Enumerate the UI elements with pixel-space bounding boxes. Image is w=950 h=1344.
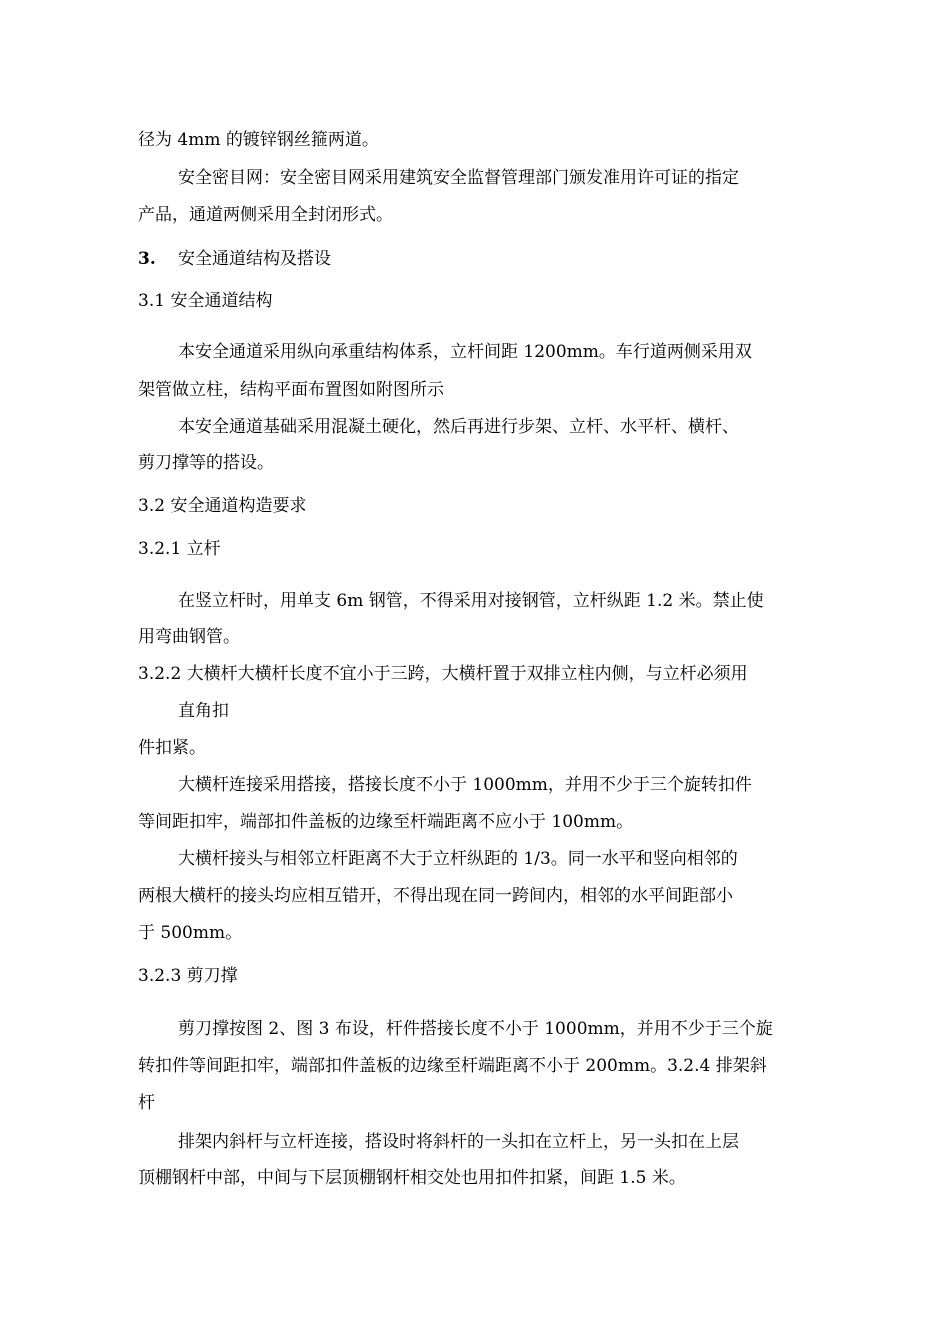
text-line: 大横杆连接采用搭接，搭接长度不小于 1000mm，并用不少于三个旋转扣件 (178, 775, 752, 795)
text-line: 排架内斜杆与立杆连接，搭设时将斜杆的一头扣在立杆上，另一头扣在上层 (178, 1132, 739, 1152)
text-line: 架管做立柱，结构平面布置图如附图所示 (138, 380, 444, 400)
subsection-title: 3.2.3 剪刀撑 (138, 966, 238, 986)
text-line: 径为 4mm 的镀锌钢丝箍两道。 (138, 130, 379, 150)
text-line: 杆 (138, 1093, 155, 1113)
text-line: 3.2.2 大横杆大横杆长度不宜小于三跨，大横杆置于双排立柱内侧，与立杆必须用 (138, 664, 748, 684)
text-line: 于 500mm。 (138, 923, 243, 943)
text-line: 件扣紧。 (138, 738, 206, 758)
text-line: 大横杆接头与相邻立杆距离不大于立杆纵距的 1/3。同一水平和竖向相邻的 (178, 849, 738, 869)
text-line: 直角扣 (178, 701, 229, 721)
text-line: 剪刀撑等的搭设。 (138, 453, 274, 473)
subsection-title: 3.2 安全通道构造要求 (138, 496, 307, 516)
text-line: 顶棚钢杆中部，中间与下层顶棚钢杆相交处也用扣件扣紧，间距 1.5 米。 (138, 1168, 686, 1188)
text-line: 安全密目网：安全密目网采用建筑安全监督管理部门颁发准用许可证的指定 (178, 168, 739, 188)
section-title: 安全通道结构及搭设 (178, 249, 331, 269)
text-line: 本安全通道基础采用混凝土硬化，然后再进行步架、立杆、水平杆、横杆、 (178, 417, 739, 437)
section-number: 3. (138, 249, 156, 269)
text-line: 产品，通道两侧采用全封闭形式。 (138, 205, 393, 225)
subsection-title: 3.1 安全通道结构 (138, 291, 273, 311)
text-line: 等间距扣牢，端部扣件盖板的边缘至杆端距离不应小于 100mm。 (138, 812, 634, 832)
text-line: 在竖立杆时，用单支 6m 钢管，不得采用对接钢管，立杆纵距 1.2 米。禁止使 (178, 591, 764, 611)
text-line: 本安全通道采用纵向承重结构体系，立杆间距 1200mm。车行道两侧采用双 (178, 342, 752, 362)
subsection-title: 3.2.1 立杆 (138, 539, 221, 559)
text-line: 用弯曲钢管。 (138, 627, 240, 647)
text-line: 转扣件等间距扣牢，端部扣件盖板的边缘至杆端距离不小于 200mm。3.2.4 排架斜 (138, 1056, 767, 1076)
text-line: 两根大横杆的接头均应相互错开，不得出现在同一跨间内，相邻的水平间距部小 (138, 886, 733, 906)
text-line: 剪刀撑按图 2、图 3 布设，杆件搭接长度不小于 1000mm，并用不少于三个旋 (178, 1019, 773, 1039)
